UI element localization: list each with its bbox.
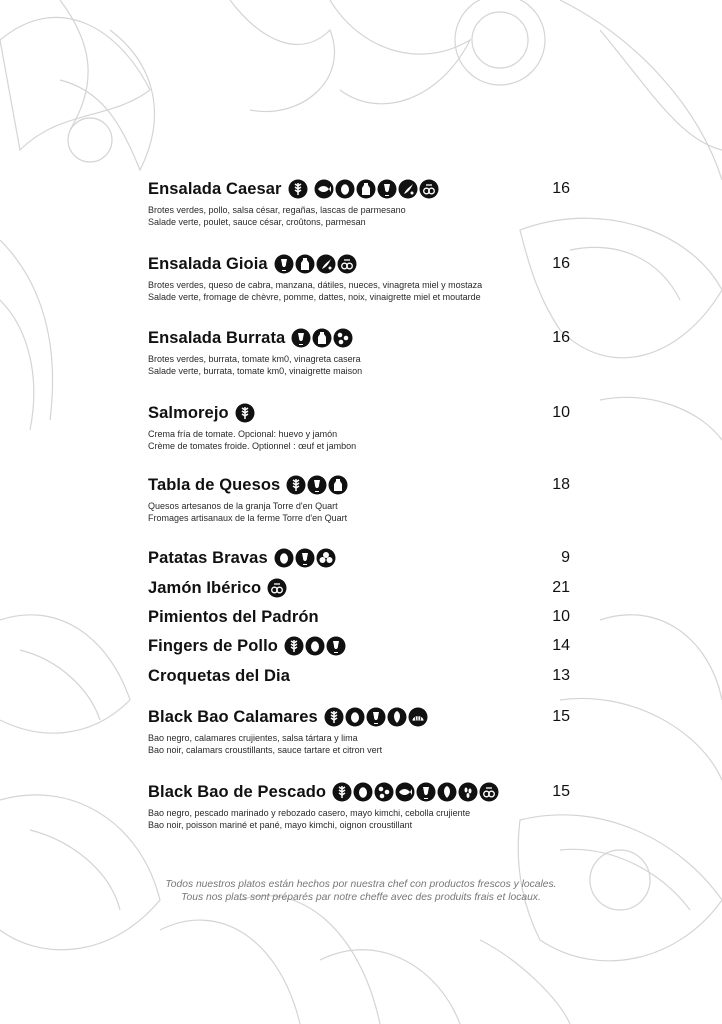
- dish-price: 10: [552, 608, 570, 625]
- menu-item-title-row: [148, 473, 570, 497]
- dish-name: Salmorejo: [148, 403, 229, 422]
- gluten-icon: [284, 636, 304, 656]
- dish-price: 21: [552, 579, 570, 596]
- menu-item: [148, 326, 570, 377]
- dish-price: 18: [552, 476, 570, 493]
- menu-item-title-row: [148, 177, 570, 201]
- egg-icon: [335, 179, 355, 199]
- dish-price: 10: [552, 404, 570, 421]
- sulphites-icon: [307, 475, 327, 495]
- gluten-icon: [288, 179, 308, 199]
- menu-item-title-row: [148, 664, 570, 688]
- sulphites-icon: [366, 707, 386, 727]
- dish-description: [148, 732, 570, 756]
- menu-item-title-row: [148, 780, 570, 804]
- menu-item: [148, 576, 570, 600]
- gluten-icon: [235, 403, 255, 423]
- sulphites-icon: [295, 548, 315, 568]
- dish-price: 16: [552, 255, 570, 272]
- sulphites-icon: [326, 636, 346, 656]
- dish-name: Fingers de Pollo: [148, 636, 278, 655]
- menu-item-title-row: [148, 605, 570, 629]
- menu-item: [148, 401, 570, 452]
- dish-description: [148, 353, 570, 377]
- dish-price: 16: [552, 329, 570, 346]
- description-es: Bao negro, calamares crujientes, salsa tártara y lima: [148, 733, 358, 743]
- gluten-icon: [286, 475, 306, 495]
- allergen-icons: [267, 578, 288, 598]
- fish-icon: [395, 782, 415, 802]
- dish-description: [148, 204, 570, 228]
- menu-item-title-row: [148, 252, 570, 276]
- description-fr: Salade verte, fromage de chèvre, pomme, dattes, noix, vinaigrette miel et moutarde: [148, 292, 481, 302]
- menu-item-title-row: [148, 546, 570, 570]
- nuts-icon: [419, 179, 439, 199]
- sulphites-icon: [377, 179, 397, 199]
- dish-name: Ensalada Caesar: [148, 179, 282, 198]
- allergen-icons: [324, 707, 429, 727]
- gluten-icon: [332, 782, 352, 802]
- sesame-icon: [458, 782, 478, 802]
- nuts-icon: [337, 254, 357, 274]
- menu-item: [148, 473, 570, 524]
- dish-price: 15: [552, 708, 570, 725]
- allergen-icons: [332, 782, 500, 802]
- description-es: Quesos artesanos de la granja Torre d'en Quart: [148, 501, 338, 511]
- footer-note: [0, 878, 722, 904]
- dish-name: Jamón Ibérico: [148, 578, 262, 597]
- soy-icon: [333, 328, 353, 348]
- menu-item: [148, 705, 570, 756]
- menu-item-title-row: [148, 401, 570, 425]
- description-es: Crema fría de tomate. Opcional: huevo y jamón: [148, 429, 338, 439]
- nuts-icon: [479, 782, 499, 802]
- allergen-icons: [284, 636, 347, 656]
- sulphites-icon: [274, 254, 294, 274]
- dish-price: 14: [552, 637, 570, 654]
- menu-item-title-row: [148, 705, 570, 729]
- sulphites-icon: [416, 782, 436, 802]
- sulphites-icon: [291, 328, 311, 348]
- dairy-icon: [328, 475, 348, 495]
- description-fr: Crème de tomates froide. Optionnel : œuf et jambon: [148, 441, 357, 451]
- dish-description: [148, 807, 570, 831]
- menu-item-title-row: [148, 634, 570, 658]
- allergen-icons: [291, 328, 354, 348]
- allergen-icons: [274, 548, 337, 568]
- footer-line-es: Todos nuestros platos están hechos por nuestra chef con productos frescos y locales.: [165, 879, 557, 890]
- description-es: Bao negro, pescado marinado y rebozado casero, mayo kimchi, cebolla crujiente: [148, 808, 471, 818]
- menu-item: [148, 177, 570, 228]
- dish-description: [148, 279, 570, 303]
- menu-item: [148, 605, 570, 629]
- dish-name: Black Bao Calamares: [148, 707, 318, 726]
- mollusc-icon: [387, 707, 407, 727]
- menu-list: [148, 0, 570, 1024]
- menu-item-title-row: [148, 576, 570, 600]
- allergen-icons: [274, 254, 358, 274]
- description-fr: Fromages artisanaux de la ferme Torre d'en Quart: [148, 513, 348, 523]
- egg-icon: [305, 636, 325, 656]
- dish-name: Croquetas del Dia: [148, 666, 290, 685]
- menu-item: [148, 252, 570, 303]
- dish-name: Ensalada Gioia: [148, 254, 268, 273]
- dish-name: Black Bao de Pescado: [148, 782, 327, 801]
- fish-icon: [314, 179, 334, 199]
- celery-icon: [316, 548, 336, 568]
- dish-price: 13: [552, 667, 570, 684]
- mustard-icon: [398, 179, 418, 199]
- egg-icon: [353, 782, 373, 802]
- dish-name: Ensalada Burrata: [148, 328, 286, 347]
- egg-icon: [345, 707, 365, 727]
- description-fr: Bao noir, poisson mariné et pané, mayo kimchi, oignon croustillant: [148, 820, 413, 830]
- description-fr: Salade verte, burrata, tomate km0, vinaigrette maison: [148, 366, 363, 376]
- dish-price: 9: [561, 549, 570, 566]
- dish-name: Patatas Bravas: [148, 548, 268, 567]
- dairy-icon: [356, 179, 376, 199]
- menu-item: [148, 780, 570, 831]
- shellfish-icon: [408, 707, 428, 727]
- description-es: Brotes verdes, burrata, tomate km0, vinagreta casera: [148, 354, 361, 364]
- description-fr: Salade verte, poulet, sauce césar, croûtons, parmesan: [148, 217, 366, 227]
- soy-icon: [374, 782, 394, 802]
- menu-item: [148, 546, 570, 570]
- description-fr: Bao noir, calamars croustillants, sauce tartare et citron vert: [148, 745, 383, 755]
- mollusc-icon: [437, 782, 457, 802]
- description-es: Brotes verdes, queso de cabra, manzana, dátiles, nueces, vinagreta miel y mostaza: [148, 280, 483, 290]
- dairy-icon: [312, 328, 332, 348]
- dish-name: Pimientos del Padrón: [148, 607, 319, 626]
- allergen-icons: [288, 179, 440, 199]
- menu-item-title-row: [148, 326, 570, 350]
- egg-icon: [274, 548, 294, 568]
- menu-item: [148, 664, 570, 688]
- menu-item: [148, 634, 570, 658]
- allergen-icons: [235, 403, 256, 423]
- dish-description: [148, 500, 570, 524]
- dish-price: 16: [552, 180, 570, 197]
- dish-description: [148, 428, 570, 452]
- gluten-icon: [324, 707, 344, 727]
- description-es: Brotes verdes, pollo, salsa césar, regañas, lascas de parmesano: [148, 205, 406, 215]
- nuts-icon: [267, 578, 287, 598]
- allergen-icons: [286, 475, 349, 495]
- dish-price: 15: [552, 783, 570, 800]
- footer-line-fr: Tous nos plats sont préparés par notre cheffe avec des produits frais et locaux.: [181, 892, 541, 903]
- dish-name: Tabla de Quesos: [148, 475, 281, 494]
- mustard-icon: [316, 254, 336, 274]
- dairy-icon: [295, 254, 315, 274]
